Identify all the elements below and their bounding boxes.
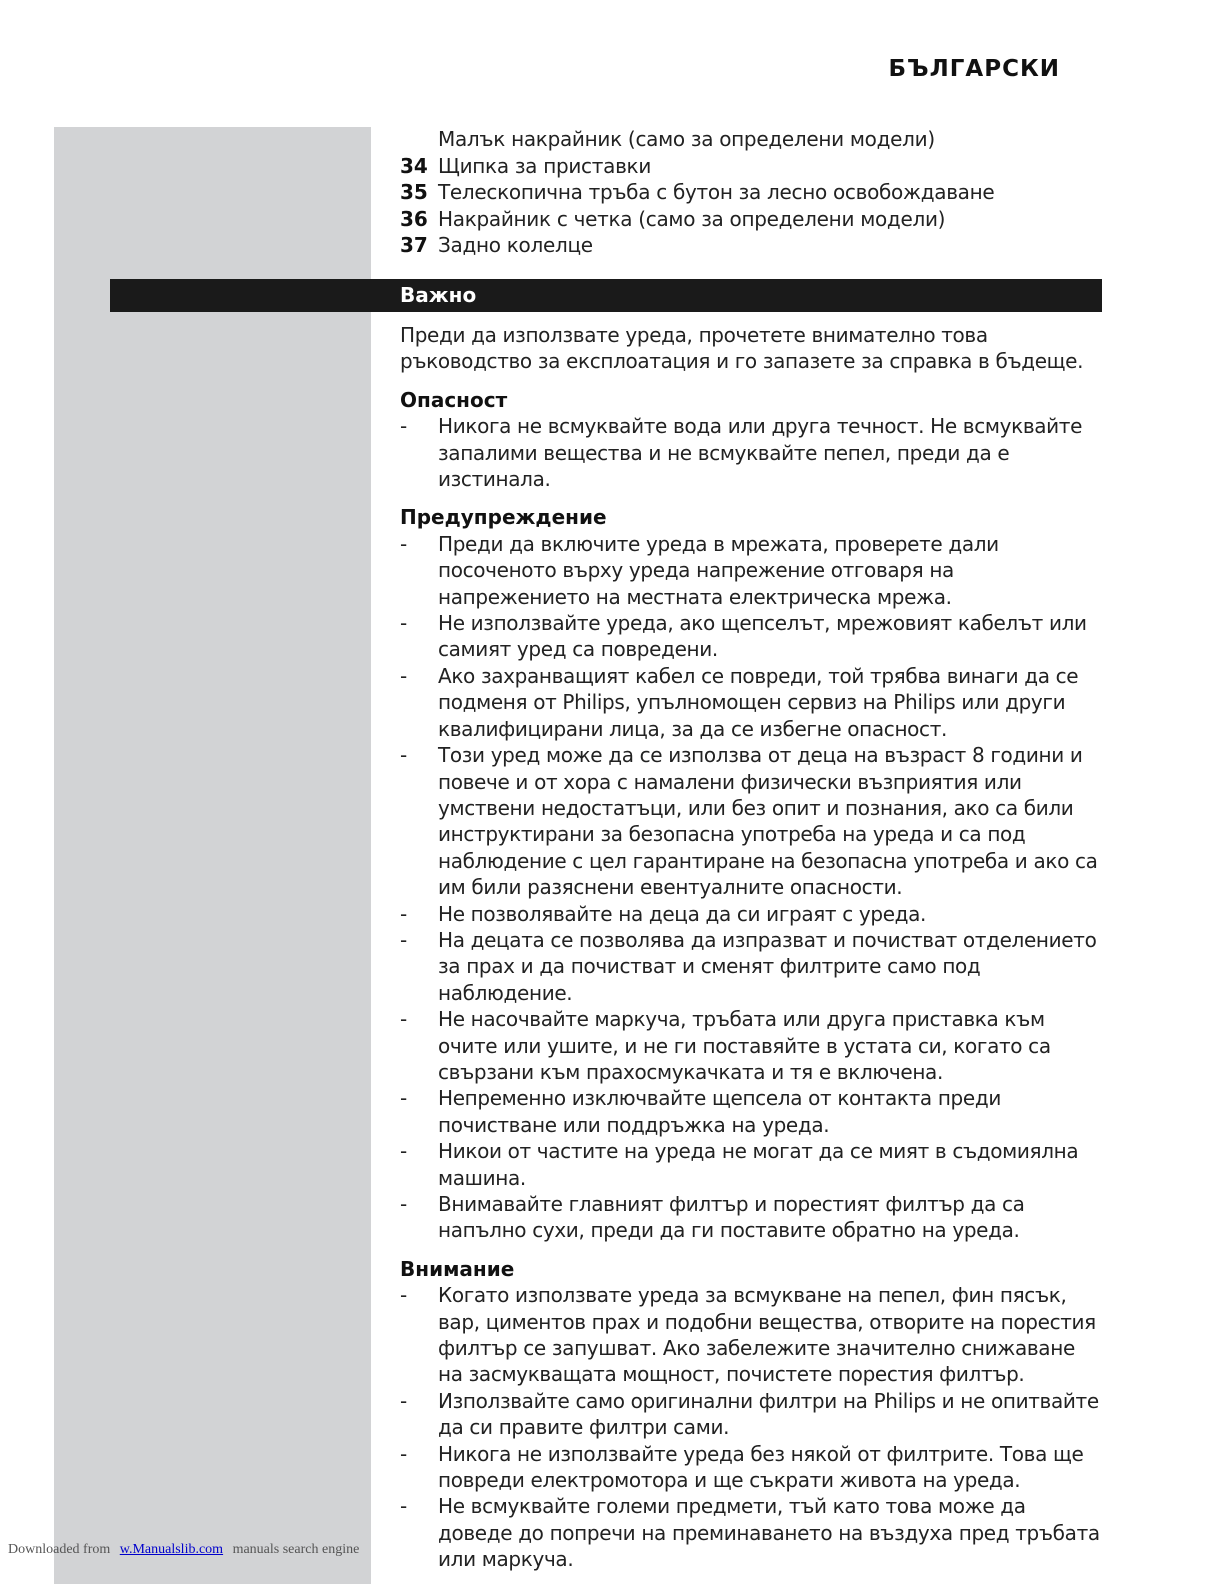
list-item-text: Преди да включите уреда в мрежата, проверете дали посоченото върху уреда напрежение отговаря на напрежението на местната електрическа мрежа.: [438, 531, 999, 609]
dash-bullet: -: [400, 743, 407, 768]
list-item: [400, 1085, 1105, 1138]
part-label: Задно колелце: [438, 233, 593, 257]
list-item: [400, 901, 1105, 927]
list-item: [400, 1441, 1105, 1494]
subsection-heading: Внимание: [400, 1256, 515, 1281]
list-item: [400, 1493, 1105, 1572]
list-item-text: Никога не всмуквайте вода или друга течност. Не всмуквайте запалими вещества и не всмуквайте пепел, преди да е изстинала.: [438, 414, 1083, 492]
part-label: Малък накрайник (само за определени модели): [438, 127, 935, 151]
manualslib-link[interactable]: w.Manualslib.com: [119, 1542, 224, 1557]
left-gray-column: [54, 127, 371, 1584]
list-item-text: Никои от частите на уреда не могат да се мият в съдомиялна машина.: [438, 1139, 1079, 1190]
section-header-bar: [110, 279, 1102, 312]
dash-bullet: -: [400, 1007, 407, 1032]
part-number: [400, 126, 438, 153]
list-item: [400, 1388, 1105, 1441]
list-item-text: Непременно изключвайте щепсела от контакта преди почистване или поддръжка на уреда.: [438, 1086, 1001, 1137]
subsection-heading: Предупреждение: [400, 505, 607, 530]
part-label: Щипка за приставки: [438, 153, 652, 178]
part-number: 35: [400, 180, 428, 204]
dash-bullet: -: [400, 901, 407, 926]
list-item: [400, 663, 1105, 742]
dash-bullet: -: [400, 611, 407, 636]
list-item-text: Не позволявайте на деца да си играят с уреда.: [438, 901, 927, 926]
list-item: [400, 1282, 1105, 1388]
intro-paragraph: Преди да използвате уреда, прочетете внимателно това ръководство за експлоатация и го запазете за справка в бъдеще.: [400, 323, 1084, 374]
subsection-caution: [400, 1256, 1105, 1573]
download-footer: [8, 1542, 359, 1558]
list-item: [400, 413, 1105, 492]
dash-bullet: -: [400, 1139, 407, 1164]
part-label: Накрайник с четка (само за определени модели): [438, 206, 946, 231]
footer-suffix: manuals search engine: [232, 1542, 360, 1557]
dash-bullet: -: [400, 1086, 407, 1111]
list-item: [400, 1138, 1105, 1191]
list-item-text: На децата се позволява да изпразват и почистват отделението за прах и да почистват и сменят филтрите само под наблюдение.: [438, 927, 1097, 1005]
subsection-heading: Опасност: [400, 387, 508, 412]
section-title: Важно: [400, 283, 477, 307]
list-item-text: Използвайте само оригинални филтри на Philips и не опитвайте да си правите филтри сами.: [438, 1388, 1099, 1440]
list-item-text: Ако захранващият кабел се повреди, той трябва винаги да се подменя от Philips, упълномощен сервиз на Philips или други квалифицирани лица, за да се избегне опасност.: [438, 663, 1079, 741]
parts-list-item: [400, 206, 1120, 233]
parts-list-item: [400, 232, 1120, 259]
footer-prefix: Downloaded from: [8, 1542, 111, 1557]
dash-bullet: -: [400, 1388, 407, 1413]
dash-bullet: -: [400, 1441, 407, 1466]
part-number: 34: [400, 153, 428, 178]
dash-bullet: -: [400, 927, 407, 952]
list-item: [400, 1006, 1105, 1085]
dash-bullet: -: [400, 1283, 407, 1308]
dash-bullet: -: [400, 1192, 407, 1216]
list-item: [400, 927, 1105, 1006]
list-item-text: Никога не използвайте уреда без някой от филтрите. Това ще повреди електромотора и ще съкрати живота на уреда.: [438, 1441, 1084, 1493]
dash-bullet: -: [400, 1494, 407, 1519]
parts-list-item: [400, 179, 1120, 206]
dash-bullet: -: [400, 663, 407, 688]
part-number: 36: [400, 206, 428, 231]
list-item-text: Не използвайте уреда, ако щепселът, мрежовият кабелът или самият уред са повредени.: [438, 611, 1087, 662]
subsection-danger: [400, 387, 1105, 493]
section-content: [400, 322, 1105, 1585]
dash-bullet: -: [400, 531, 407, 556]
list-item-text: Когато използвате уреда за всмукване на пепел, фин пясък, вар, циментов прах и подобни вещества, отворите на порестия филтър се запушват. Ако забележите значително снижаване на засмукващата мощност, почистете порестия филтър.: [438, 1283, 1096, 1387]
list-item-text: Този уред може да се използва от деца на възраст 8 години и повече и от хора с намалени физически възприятия или умствени недостатъци, или без опит и познания, ако са били инструктирани за безопасна употреба на уреда и са под наблюдение с цел гарантиране на безопасна употреба и ако са им били разяснени евентуалните опасности.: [438, 743, 1098, 900]
language-label: БЪЛГАРСКИ: [888, 56, 1060, 82]
list-item: [400, 610, 1105, 663]
parts-list-item: [400, 126, 1120, 153]
subsection-warning: [400, 504, 1105, 1243]
part-label: Телескопична тръба с бутон за лесно освобождаване: [438, 180, 995, 204]
dash-bullet: -: [400, 414, 407, 439]
parts-list-item: [400, 153, 1120, 180]
list-item-text: Внимавайте главният филтър и порестият филтър да са напълно сухи, преди да ги поставите обратно на уреда.: [438, 1192, 1025, 1243]
parts-list: [400, 126, 1120, 259]
part-number: 37: [400, 233, 428, 257]
list-item-text: Не насочвайте маркуча, тръбата или друга приставка към очите или ушите, и не ги поставяйте в устата си, когато са свързани към прахосмукачката и тя е включена.: [438, 1007, 1051, 1084]
list-item-text: Не всмуквайте големи предмети, тъй като това може да доведе до попречи на преминаването на въздуха пред тръбата или маркуча.: [438, 1494, 1100, 1572]
list-item: [400, 742, 1105, 900]
list-item: [400, 1191, 1105, 1244]
list-item: [400, 531, 1105, 610]
